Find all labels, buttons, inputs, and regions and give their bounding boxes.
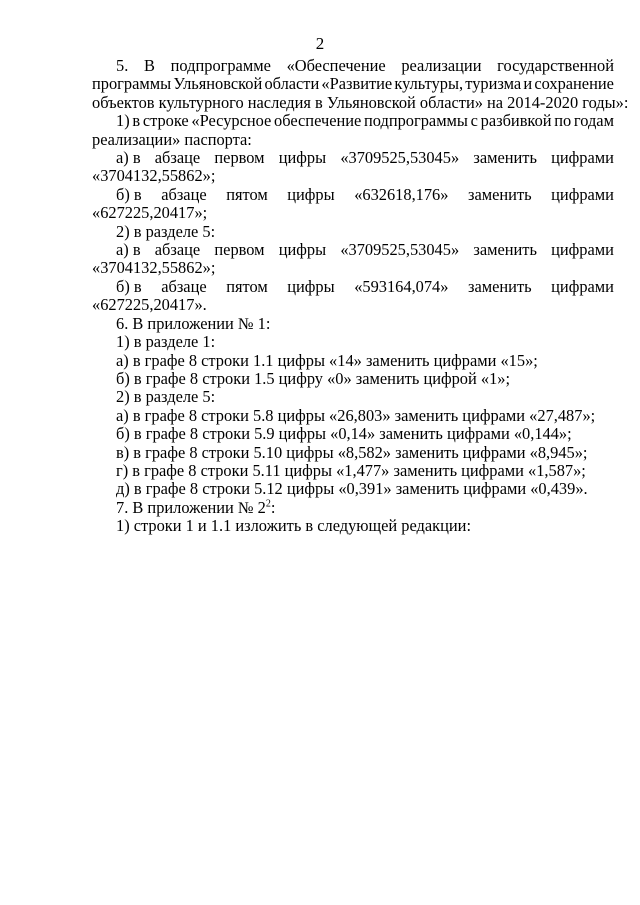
item-7-sub-1: 1) строки 1 и 1.1 изложить в следующей редакции:: [116, 516, 471, 536]
word: «Ресурсное: [191, 111, 272, 131]
page-number: 2: [315, 34, 325, 53]
word: и: [523, 74, 533, 94]
word: разбивкой: [480, 111, 552, 131]
word: цифры: [278, 240, 327, 260]
word: В: [144, 56, 155, 75]
list-item: б) в графе 8 строки 5.9 цифры «0,14» заменить цифрами «0,144»;: [116, 424, 572, 444]
item-5-sub-2-a-line-1: [92, 241, 614, 259]
item-5-sub-1: [92, 112, 614, 222]
word: заменить: [468, 276, 532, 296]
item-5-line-1: [92, 57, 614, 75]
word: заменить: [473, 148, 537, 168]
word: подпрограммы: [364, 111, 468, 131]
word: программы: [92, 74, 172, 94]
word: 1): [116, 111, 130, 131]
item-5-sub-2-b-line-1: [92, 278, 614, 296]
list-item: а) в графе 8 строки 1.1 цифры «14» заменить цифрами «15»;: [116, 350, 538, 370]
word: цифрами: [551, 276, 614, 296]
word: с: [470, 111, 478, 131]
word: первом: [214, 240, 265, 260]
document-body: [92, 56, 629, 536]
item-6-section-5-title: 2) в разделе 5:: [116, 387, 216, 407]
item-5-sub-1-line-2: [92, 131, 614, 149]
item-5-sub-1-b-line-2: [92, 204, 614, 222]
item-6-section-1-title: 1) в разделе 1:: [116, 332, 216, 352]
word: «3709525,53045»: [340, 148, 460, 168]
list-item: д) в графе 8 строки 5.12 цифры «0,391» заменить цифрами «0,439».: [116, 479, 588, 499]
item-7: [92, 499, 614, 536]
word: «3709525,53045»: [340, 240, 460, 260]
word: цифры: [287, 184, 335, 204]
word: культуры,: [394, 74, 464, 94]
word: подпрограмме: [170, 56, 271, 75]
item-5-sub-2-title: 2) в разделе 5:: [116, 221, 216, 241]
word: государственной: [497, 56, 614, 75]
word: по: [554, 111, 572, 131]
word: пятом: [226, 184, 268, 204]
word: заменить: [473, 240, 537, 260]
list-item: б) в графе 8 строки 1.5 цифру «0» заменить цифрой «1»;: [116, 368, 511, 388]
item-7-title-suffix: :: [270, 497, 276, 517]
text-line: «627225,20417»;: [92, 203, 208, 223]
item-5-sub-1-a-line-1: [92, 149, 614, 167]
word: цифры: [287, 276, 335, 296]
text-line: «3704132,55862»;: [92, 166, 216, 186]
word: «Обеспечение: [286, 56, 386, 75]
item-7-title-prefix: 7. В приложении № 2: [116, 497, 266, 517]
list-item: в) в графе 8 строки 5.10 цифры «8,582» заменить цифрами «8,945»;: [116, 442, 588, 462]
text-line: объектов культурного наследия в Ульяновской области» на 2014-2020 годы»:: [92, 92, 629, 112]
word: б) в: [116, 184, 142, 204]
word: абзаце: [161, 184, 207, 204]
word: строке: [142, 111, 189, 131]
word: заменить: [468, 184, 532, 204]
item-5-sub-2: [92, 223, 614, 315]
word: 5.: [116, 56, 129, 75]
item-7-title-superscript: 2: [265, 498, 271, 510]
word: а) в: [116, 240, 141, 260]
word: годам: [573, 111, 614, 131]
item-5-line-3: [92, 92, 629, 112]
word: Ульяновской: [173, 74, 263, 94]
word: «593164,074»: [354, 276, 449, 296]
item-5-sub-1-b-line-1: [92, 186, 614, 204]
text-line: «627225,20417».: [92, 295, 207, 315]
word: «632618,176»: [354, 184, 449, 204]
word: области: [264, 74, 320, 94]
word: цифрами: [551, 148, 614, 168]
word: абзаце: [154, 240, 201, 260]
word: туризма: [465, 74, 522, 94]
list-item: а) в графе 8 строки 5.8 цифры «26,803» заменить цифрами «27,487»;: [116, 405, 596, 425]
word: цифры: [278, 148, 327, 168]
word: абзаце: [161, 276, 207, 296]
text-line: «3704132,55862»;: [92, 258, 216, 278]
word: цифрами: [551, 184, 614, 204]
word: реализации: [401, 56, 482, 75]
word: в: [132, 111, 141, 131]
item-6: [92, 315, 614, 499]
item-5-sub-1-a-line-2: [92, 167, 614, 185]
item-6-title: 6. В приложении № 1:: [116, 313, 271, 333]
item-5-sub-2-a-line-2: [92, 259, 614, 277]
text-line: реализации» паспорта:: [92, 129, 252, 149]
item-7-title: [92, 499, 614, 517]
item-5-line-2: [92, 75, 614, 93]
word: «Развитие: [321, 74, 393, 94]
item-5-paragraph: [92, 56, 629, 112]
word: обеспечение: [274, 111, 362, 131]
word: цифрами: [551, 240, 614, 260]
word: б) в: [116, 276, 142, 296]
word: а) в: [116, 148, 141, 168]
item-5-sub-1-line-1: [92, 112, 614, 130]
list-item: г) в графе 8 строки 5.11 цифры «1,477» заменить цифрами «1,587»;: [116, 460, 586, 480]
item-5-sub-2-b-line-2: [92, 296, 614, 314]
word: сохранение: [534, 74, 614, 94]
word: абзаце: [154, 148, 201, 168]
word: пятом: [226, 276, 268, 296]
word: первом: [214, 148, 265, 168]
